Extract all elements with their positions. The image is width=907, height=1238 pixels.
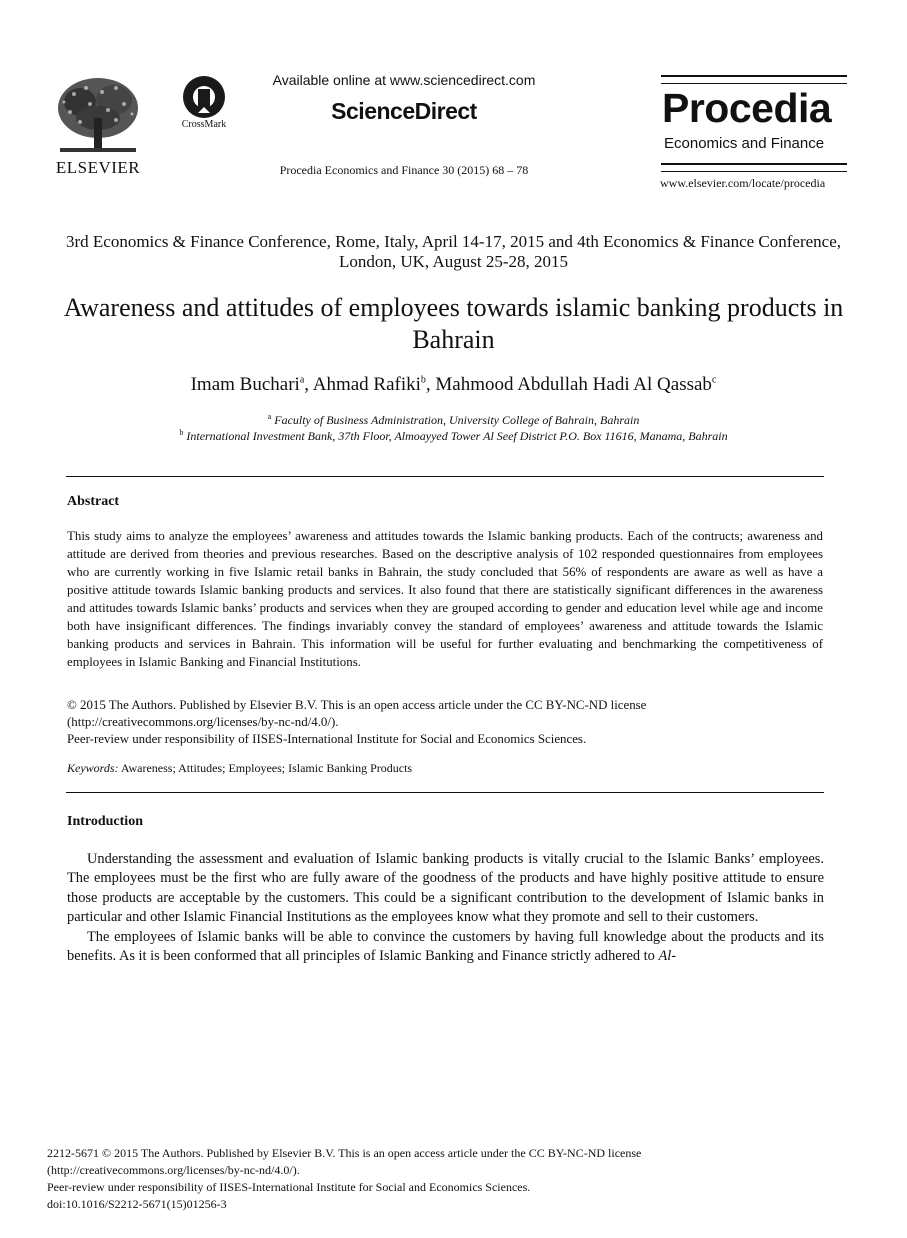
affiliation-b [60,428,847,444]
journal-citation: Procedia Economics and Finance 30 (2015) 68 – 78 [279,163,529,177]
intro-paragraph-text: The employees of Islamic banks will be able to convince the customers by having full knowledge about the products and its benefits. As it is been conformed that all principles of Islamic Banking and Finance strictly adhered to [67,928,824,965]
author-affil-mark: a [299,374,305,386]
available-online-text[interactable]: Available online at www.sciencedirect.com [272,72,536,88]
author-affil-mark: c [711,374,717,386]
procedia-top-rule [661,75,847,84]
procedia-logo: Procedia [662,85,832,131]
footer-license-link[interactable]: (http://creativecommons.org/licenses/by-nc-nd/4.0/). [47,1163,300,1177]
author-affil-mark: b [420,374,426,386]
peer-review-line: Peer-review under responsibility of IISES-International Institute for Social and Economics Sciences. [67,732,587,746]
introduction-body [67,850,824,966]
footer-issn-license: 2212-5671 © 2015 The Authors. Published by Elsevier B.V. This is an open access article under the CC BY-NC-ND license [47,1146,642,1160]
intro-paragraph: Understanding the assessment and evaluation of Islamic banking products is vitally crucial to the Islamic Banks’ employees. The employees must be the first who are fully aware of the goodness of the products and have highly positive attitude to ensure those products are acceptable by the customers. This could be a significant contribution to the development of Islamic banks in particular and other Islamic Financial Institutions as the employees know what they promote and sell to their customers. [67,851,824,926]
introduction-heading: Introduction [67,814,143,829]
crossmark-label: CrossMark [181,119,227,130]
affiliation-mark: a [267,412,272,421]
keywords-label: Keywords: [67,761,119,775]
footer-doi[interactable]: doi:10.1016/S2212-5671(15)01256-3 [47,1197,227,1211]
keywords-values: Awareness; Attitudes; Employees; Islamic Banking Products [118,761,413,775]
affiliation-text: Faculty of Business Administration, University College of Bahrain, Bahrain [274,413,640,427]
author-list [60,374,847,396]
affiliation-mark: b [179,428,184,437]
divider-bottom [66,792,824,793]
publisher-name: ELSEVIER [55,158,141,177]
abstract-body: This study aims to analyze the employees’ awareness and attitudes towards the Islamic banking products. Each of the contructs; awareness and attitude are derived from theories and previous researches. Based on the descriptive analysis of 102 responded questionnaires from employees who are currently working in five Islamic retail banks in Bahrain, the study concluded that 56% of respondents are aware as well as have a positive attitude towards Islamic banking products and services. It also found that there are statistically significant differences in the awareness and attitudes towards Islamic banks’ products and services when they are grouped according to gender and education level while age and income both have insignificant differences. The findings invariably convey the standard of employees’ awareness and attitude towards the Islamic banking products and services in Bahrain. This information will be useful for further evaluating and benchmarking the competitiveness of employees in Islamic Banking and Financial Institutions. [67,529,823,669]
affiliation-a [60,412,847,428]
author-separator: , [304,374,313,395]
paper-title: Awareness and attitudes of employees towards islamic banking products in Bahrain [63,293,844,354]
procedia-bottom-rule [661,163,847,172]
intro-paragraph [67,928,824,967]
keywords-line [67,761,823,776]
author-name: Mahmood Abdullah Hadi Al Qassab [435,374,712,395]
page-footer [47,1145,827,1213]
author-name: Imam Buchari [190,374,300,395]
conference-line: 3rd Economics & Finance Conference, Rome, Italy, April 14-17, 2015 and 4th Economics & Finance Conference, London, UK, August 25-28, 2015 [65,232,842,271]
intro-italic-term: Al- [658,948,677,965]
abstract-heading: Abstract [67,494,120,509]
license-block [67,697,823,748]
procedia-url[interactable]: www.elsevier.com/locate/procedia [660,176,826,190]
sciencedirect-logo[interactable]: ScienceDirect [331,98,477,124]
affiliation-text: International Investment Bank, 37th Floor, Almoayyed Tower Al Seef District P.O. Box 11616, Manama, Bahrain [186,429,728,443]
footer-peer-review: Peer-review under responsibility of IISES-International Institute for Social and Economics Sciences. [47,1180,531,1194]
license-line: © 2015 The Authors. Published by Elsevier B.V. This is an open access article under the CC BY-NC-ND license [67,698,647,712]
author-name: Ahmad Rafiki [312,374,421,395]
license-link[interactable]: (http://creativecommons.org/licenses/by-nc-nd/4.0/). [67,715,339,729]
procedia-subtitle: Economics and Finance [664,135,825,152]
author-separator: , [425,374,436,395]
divider-top [66,476,824,477]
